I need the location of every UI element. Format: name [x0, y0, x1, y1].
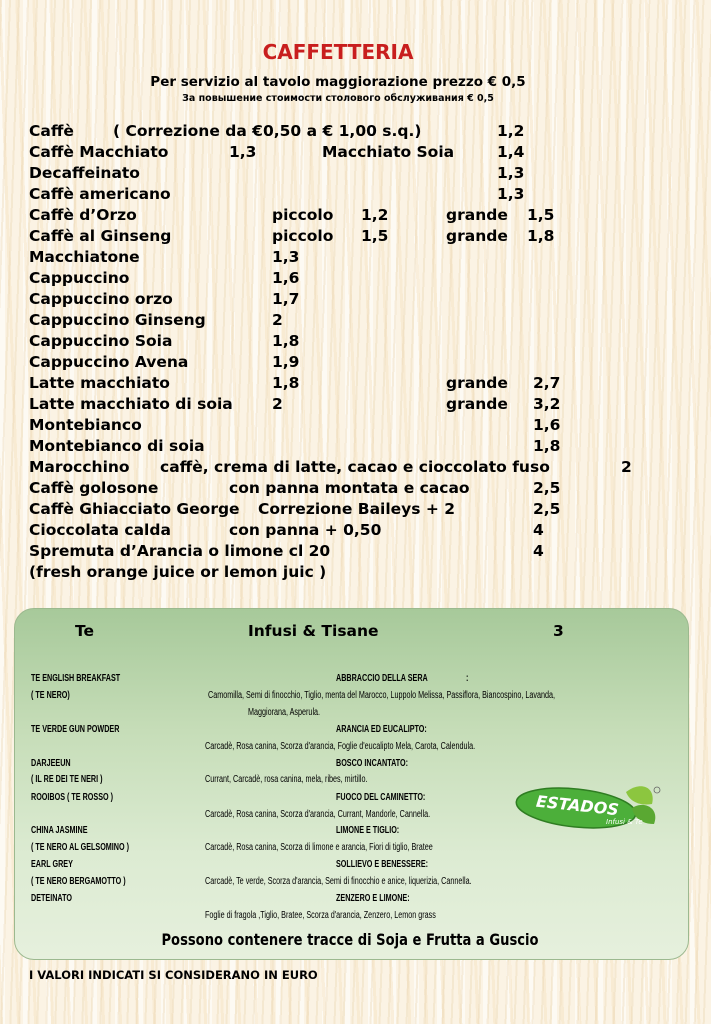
service-surcharge-note: Per servizio al tavolo maggiorazione prezzo € 0,5: [150, 74, 526, 90]
item-price: 2: [621, 458, 632, 476]
list-item: TE VERDE GUN POWDER: [31, 724, 120, 735]
item-name: Caffè: [29, 122, 74, 140]
item-price: 1,2: [497, 122, 525, 140]
infusion-title: SOLLIEVO E BENESSERE:: [336, 859, 429, 870]
size-label: grande: [446, 395, 508, 413]
size-label: grande: [446, 206, 508, 224]
item-name: Caffè d’Orzo: [29, 206, 137, 224]
item-desc: con panna montata e cacao: [229, 479, 470, 497]
infusion-desc: Carcadè, Rosa canina, Scorza d'arancia, Currant, Mandorle, Cannella.: [205, 809, 431, 820]
size-label: grande: [446, 227, 508, 245]
item-price: 4: [533, 521, 544, 539]
item-price: 1,2: [361, 206, 389, 224]
item-price: 1,4: [497, 143, 525, 161]
infusions-header: Infusi & Tisane: [248, 622, 379, 640]
infusion-title: LIMONE E TIGLIO:: [336, 825, 400, 836]
item-name: Caffè Ghiacciato George: [29, 500, 240, 518]
logo-text: ESTADOS: [535, 791, 620, 820]
item-desc: caffè, crema di latte, cacao e cioccolato fuso: [160, 458, 550, 476]
infusion-desc: Carcadè, Rosa canina, Scorza d'arancia, Foglie d'eucalipto Mela, Carota, Calendula.: [205, 741, 476, 752]
item-price: 2: [272, 311, 283, 329]
infusion-desc: Maggiorana, Asperula.: [248, 707, 321, 718]
item-name: Caffè al Ginseng: [29, 227, 172, 245]
list-item: TE ENGLISH BREAKFAST: [31, 673, 121, 684]
infusion-desc: Currant, Carcadè, rosa canina, mela, ribes, mirtillo.: [205, 774, 368, 785]
item-price: 1,5: [527, 206, 555, 224]
infusion-desc: Camomilla, Semi di finocchio, Tiglio, menta del Marocco, Luppolo Melissa, Passiflora, Biancospino, Lavanda,: [208, 690, 555, 701]
service-surcharge-note-ru: За повышение стоимости столового обслуживания € 0,5: [182, 93, 494, 104]
item-price: 1,3: [497, 185, 525, 203]
list-item: DETEINATO: [31, 893, 72, 904]
logo-subtext: Infusi & Te: [606, 818, 643, 826]
list-item: DARJEEUN: [31, 758, 71, 769]
list-item: ( IL RE DEI TE NERI ): [31, 774, 103, 785]
list-item: EARL GREY: [31, 859, 73, 870]
list-item: ( TE NERO BERGAMOTTO ): [31, 876, 126, 887]
item-price: 4: [533, 542, 544, 560]
item-price: 1,3: [272, 248, 300, 266]
size-label: piccolo: [272, 227, 334, 245]
item-name: Macchiato Soia: [322, 143, 455, 161]
item-price: 2: [272, 395, 283, 413]
item-name: Cappuccino Ginseng: [29, 311, 206, 329]
item-name: Caffè Macchiato: [29, 143, 169, 161]
list-item: ( TE NERO AL GELSOMINO ): [31, 842, 130, 853]
list-item: CHINA JASMINE: [31, 825, 88, 836]
item-price: 3,2: [533, 395, 561, 413]
item-name: Montebianco: [29, 416, 142, 434]
item-price: 1,6: [533, 416, 561, 434]
item-desc: Correzione Baileys + 2: [258, 500, 456, 518]
size-label: piccolo: [272, 206, 334, 224]
size-label: grande: [446, 374, 508, 392]
tea-header: Te: [75, 622, 95, 640]
tea-price: 3: [553, 622, 564, 640]
item-name: Montebianco di soia: [29, 437, 205, 455]
item-price: 2,5: [533, 500, 561, 518]
infusion-title: ABBRACCIO DELLA SERA: [336, 673, 428, 684]
item-price: 1,5: [361, 227, 389, 245]
infusion-desc: Foglie di fragola ,Tiglio, Bratee, Scorza d'arancia, Zenzero, Lemon grass: [205, 910, 436, 921]
list-item: ROOIBOS ( TE ROSSO ): [31, 792, 114, 803]
item-price: 2,7: [533, 374, 561, 392]
item-note: (fresh orange juice or lemon juic ): [29, 563, 327, 581]
item-note: ( Correzione da €0,50 a € 1,00 s.q.): [113, 122, 422, 140]
item-price: 1,3: [229, 143, 257, 161]
item-name: Caffè golosone: [29, 479, 159, 497]
item-price: 1,7: [272, 290, 300, 308]
page-title: CAFFETTERIA: [262, 40, 414, 64]
item-name: Caffè americano: [29, 185, 171, 203]
item-price: 1,9: [272, 353, 300, 371]
item-name: Latte macchiato: [29, 374, 170, 392]
infusion-desc: Carcadè, Te verde, Scorza d'arancia, Semi di finocchio e anice, liquerizia, Cannella.: [205, 876, 472, 887]
item-name: Macchiatone: [29, 248, 140, 266]
item-name: Cioccolata calda: [29, 521, 171, 539]
infusion-title: ARANCIA ED EUCALIPTO:: [336, 724, 427, 735]
item-price: 2,5: [533, 479, 561, 497]
item-price: 1,6: [272, 269, 300, 287]
item-price: 1,8: [272, 332, 300, 350]
item-name: Latte macchiato di soia: [29, 395, 233, 413]
item-price: 1,8: [533, 437, 561, 455]
allergen-note: Possono contenere tracce di Soja e Frutta a Guscio: [161, 930, 539, 949]
item-name: Decaffeinato: [29, 164, 140, 182]
currency-note: I VALORI INDICATI SI CONSIDERANO IN EURO: [29, 968, 318, 982]
item-name: Cappuccino Avena: [29, 353, 189, 371]
item-price: 1,8: [272, 374, 300, 392]
item-name: Marocchino: [29, 458, 130, 476]
infusion-title: BOSCO INCANTATO:: [336, 758, 408, 769]
item-name: Cappuccino Soia: [29, 332, 173, 350]
estados-logo: [514, 778, 664, 842]
item-name: Cappuccino orzo: [29, 290, 173, 308]
infusion-title: FUOCO DEL CAMINETTO:: [336, 792, 426, 803]
item-price: 1,3: [497, 164, 525, 182]
infusion-desc: Carcadè, Rosa canina, Scorza di limone e arancia, Fiori di tiglio, Bratee: [205, 842, 433, 853]
list-item: ( TE NERO): [31, 690, 70, 701]
item-name: Spremuta d’Arancia o limone cl 20: [29, 542, 331, 560]
infusion-title-colon: :: [466, 673, 469, 684]
item-price: 1,8: [527, 227, 555, 245]
item-desc: con panna + 0,50: [229, 521, 382, 539]
infusion-title: ZENZERO E LIMONE:: [336, 893, 410, 904]
item-name: Cappuccino: [29, 269, 130, 287]
